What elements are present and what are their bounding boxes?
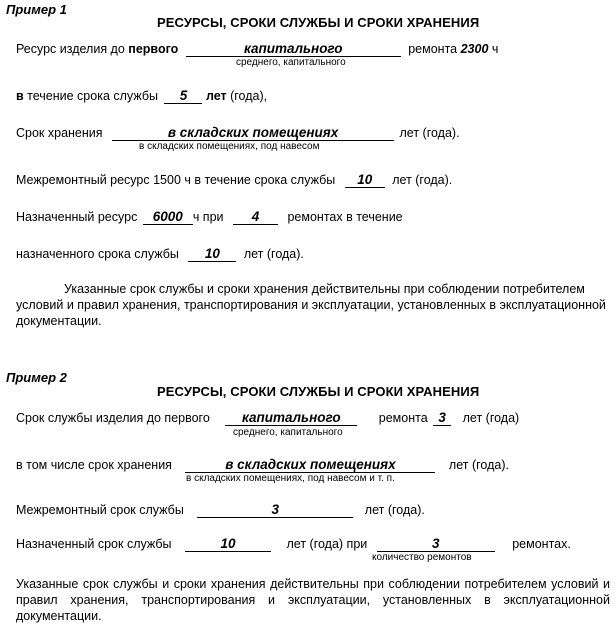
ex1-note-paragraph: Указанные срок службы и сроки хранения действительны при соблюдении потребителем условий и правил хранения, транспортирования и эксплуатации, установленных в эксплуатационной документации.: [16, 282, 606, 328]
ex1-l5-pre: Назначенный ресурс: [16, 210, 138, 224]
ex2-l4-mid: лет (года) при: [286, 537, 368, 551]
ex1-storage-field[interactable]: в складских помещениях: [112, 126, 394, 141]
ex1-l3-pre: Срок хранения: [16, 126, 103, 140]
ex2-l4-caption: количество ремонтов: [372, 552, 472, 563]
ex2-l2-caption: в складских помещениях, под навесом и т. п.: [186, 473, 395, 484]
ex2-l1-post: лет (года): [462, 411, 520, 425]
ex1-years-field[interactable]: 5: [164, 89, 202, 104]
ex2-repairs-field[interactable]: 3: [377, 537, 495, 552]
ex1-l6-post: лет (года).: [243, 247, 304, 261]
ex1-line-resource: [16, 41, 498, 57]
ex2-storage-field[interactable]: в складских помещениях: [185, 458, 435, 473]
ex1-line-interrepair: [16, 172, 452, 188]
ex1-line-service: [16, 88, 267, 104]
ex2-line-service: [16, 410, 519, 426]
ex2-overhaul-field[interactable]: капитального: [225, 411, 357, 426]
example-1-label: Пример 1: [6, 2, 67, 17]
ex1-l5-mid: ч при: [192, 210, 224, 224]
ex2-line-assigned: [16, 536, 571, 552]
ex2-line-storage: [16, 457, 509, 473]
ex1-line-assigned: [16, 209, 403, 225]
ex1-l4-post: лет (года).: [392, 173, 453, 187]
ex1-l3-caption: в складских помещениях, под навесом: [139, 141, 320, 152]
ex1-interrepair-field[interactable]: 10: [345, 173, 385, 188]
ex1-l2-bold: в: [16, 89, 24, 103]
ex2-note-paragraph: Указанные срок службы и сроки хранения действительны при соблюдении потребителем условий и правил хранения, транспортирования и эксплуатации, установленных в эксплуатационной документации.: [16, 577, 610, 623]
ex2-l1-mid: ремонта: [378, 411, 428, 425]
ex1-l2-pre: течение срока службы: [23, 89, 158, 103]
ex1-l1-pre: Ресурс изделия до: [16, 42, 129, 56]
ex1-l5-post: ремонтах в течение: [287, 210, 403, 224]
ex2-assigned-field[interactable]: 10: [185, 537, 271, 552]
ex2-l1-pre: Срок службы изделия до первого: [16, 411, 210, 425]
ex2-l1-caption: среднего, капитального: [233, 427, 343, 438]
ex1-assigned-term-field[interactable]: 10: [188, 247, 236, 262]
ex2-l4-post: ремонтах.: [512, 537, 571, 551]
ex1-overhaul-field[interactable]: капитального: [186, 42, 401, 57]
ex1-l6-pre: назначенного срока службы: [16, 247, 179, 261]
ex1-l3-post: лет (года).: [399, 126, 460, 140]
ex2-l2-pre: в том числе срок хранения: [16, 458, 172, 472]
ex2-interrepair-field[interactable]: 3: [197, 503, 353, 518]
ex2-l3-pre: Межремонтный срок службы: [16, 503, 184, 517]
ex2-l2-post: лет (года).: [448, 458, 509, 472]
ex1-l1-caption: среднего, капитального: [236, 57, 346, 68]
ex2-l3-post: лет (года).: [364, 503, 425, 517]
ex1-line-assigned-term: [16, 246, 304, 262]
ex2-years-field[interactable]: 3: [433, 411, 451, 426]
ex1-assigned-field[interactable]: 6000: [143, 210, 193, 225]
ex1-l4-pre: Межремонтный ресурс 1500 ч в течение срока службы: [16, 173, 336, 187]
example-2-title: РЕСУРСЫ, СРОКИ СЛУЖБЫ И СРОКИ ХРАНЕНИЯ: [157, 384, 480, 399]
ex2-l4-pre: Назначенный срок службы: [16, 537, 172, 551]
ex1-l1-bold: первого: [128, 42, 179, 56]
example-2-label: Пример 2: [6, 370, 67, 385]
ex1-l1-post: ремонта: [408, 42, 458, 56]
ex1-l2-bold2: лет: [205, 89, 227, 103]
ex2-line-interrepair: [16, 502, 425, 518]
ex1-l1-value: 2300: [460, 42, 489, 56]
ex1-l1-unit: ч: [491, 42, 499, 56]
example-1-title: РЕСУРСЫ, СРОКИ СЛУЖБЫ И СРОКИ ХРАНЕНИЯ: [157, 15, 480, 30]
ex1-l2-post: (года),: [230, 89, 268, 103]
ex1-line-storage: [16, 125, 460, 141]
ex1-repairs-field[interactable]: 4: [233, 210, 278, 225]
